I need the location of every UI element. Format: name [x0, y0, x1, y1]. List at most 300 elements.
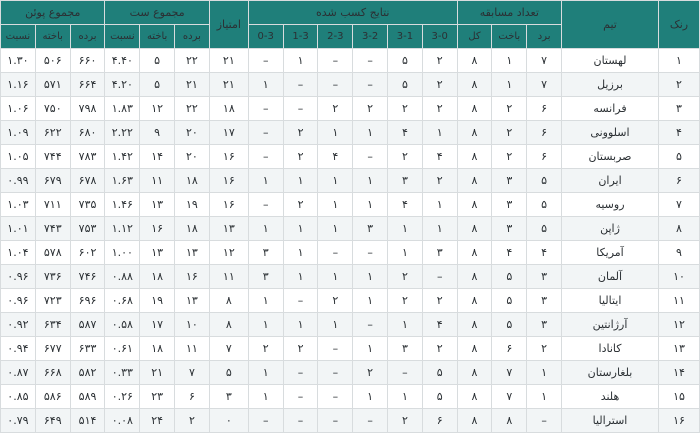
header-matches-win: برد	[527, 25, 562, 49]
cell-r03: ۱	[248, 217, 283, 241]
header-result-1-3: 1-3	[283, 25, 318, 49]
cell-m-loss: ۳	[492, 217, 527, 241]
cell-r30: ۴	[422, 145, 457, 169]
table-row[interactable]	[1, 385, 700, 409]
cell-r30: ۲	[422, 73, 457, 97]
cell-m-loss: ۱	[492, 73, 527, 97]
table-row[interactable]	[1, 409, 700, 433]
cell-r03: –	[248, 409, 283, 433]
cell-p-loss: ۵۸۶	[35, 385, 70, 409]
table-row[interactable]	[1, 361, 700, 385]
cell-r13: ۲	[283, 145, 318, 169]
cell-p-win: ۶۷۸	[70, 169, 105, 193]
cell-r30: ۲	[422, 337, 457, 361]
cell-s-win: ۱۳	[175, 241, 210, 265]
cell-r23: –	[318, 409, 353, 433]
header-result-3-1: 3-1	[388, 25, 423, 49]
cell-r23: ۱	[318, 193, 353, 217]
cell-team: روسیه	[562, 193, 659, 217]
cell-s-win: ۷	[175, 361, 210, 385]
cell-m-win: ۳	[527, 313, 562, 337]
cell-s-ratio: ۰.۵۸	[105, 313, 140, 337]
cell-team: ایتالیا	[562, 289, 659, 313]
cell-p-ratio: ۰.۷۹	[1, 409, 36, 433]
cell-r31: ۱	[388, 385, 423, 409]
cell-rank: ۲	[659, 73, 700, 97]
table-row[interactable]	[1, 289, 700, 313]
cell-r30: ۲	[422, 169, 457, 193]
cell-s-win: ۱۳	[175, 289, 210, 313]
cell-m-loss: ۵	[492, 313, 527, 337]
cell-m-loss: ۳	[492, 193, 527, 217]
cell-m-total: ۸	[457, 241, 492, 265]
cell-r32: –	[353, 145, 388, 169]
cell-points: ۷	[209, 337, 248, 361]
cell-team: ایران	[562, 169, 659, 193]
cell-points: ۳	[209, 385, 248, 409]
cell-rank: ۱	[659, 49, 700, 73]
cell-p-ratio: ۱.۳۰	[1, 49, 36, 73]
header-result-3-0: 3-0	[422, 25, 457, 49]
cell-team: آرژانتین	[562, 313, 659, 337]
cell-team: استرالیا	[562, 409, 659, 433]
cell-m-loss: ۳	[492, 169, 527, 193]
table-row[interactable]	[1, 337, 700, 361]
cell-m-loss: ۷	[492, 361, 527, 385]
table-row[interactable]	[1, 121, 700, 145]
cell-rank: ۷	[659, 193, 700, 217]
cell-r23: –	[318, 337, 353, 361]
cell-p-ratio: ۱.۰۵	[1, 145, 36, 169]
table-row[interactable]	[1, 265, 700, 289]
cell-p-win: ۷۴۶	[70, 265, 105, 289]
table-row[interactable]	[1, 217, 700, 241]
cell-r13: ۱	[283, 313, 318, 337]
cell-r30: ۳	[422, 241, 457, 265]
cell-m-win: ۵	[527, 193, 562, 217]
cell-p-win: ۶۶۴	[70, 73, 105, 97]
table-row[interactable]	[1, 169, 700, 193]
cell-p-ratio: ۰.۹۶	[1, 265, 36, 289]
cell-r31: ۳	[388, 169, 423, 193]
cell-p-win: ۷۹۸	[70, 97, 105, 121]
cell-p-ratio: ۰.۸۵	[1, 385, 36, 409]
cell-m-loss: ۵	[492, 265, 527, 289]
cell-team: کانادا	[562, 337, 659, 361]
cell-r32: ۲	[353, 97, 388, 121]
cell-s-ratio: ۰.۸۸	[105, 265, 140, 289]
cell-r23: –	[318, 385, 353, 409]
cell-p-win: ۶۹۶	[70, 289, 105, 313]
cell-p-win: ۶۰۲	[70, 241, 105, 265]
cell-p-ratio: ۱.۰۱	[1, 217, 36, 241]
cell-r23: ۱	[318, 121, 353, 145]
cell-r23: ۱	[318, 313, 353, 337]
cell-r31: ۵	[388, 73, 423, 97]
cell-s-loss: ۱۱	[140, 169, 175, 193]
cell-p-loss: ۶۷۷	[35, 337, 70, 361]
cell-r13: –	[283, 289, 318, 313]
cell-r32: –	[353, 313, 388, 337]
cell-points: ۱۶	[209, 145, 248, 169]
cell-m-loss: ۸	[492, 409, 527, 433]
header-pn: مجموع پوئن	[1, 1, 105, 25]
cell-p-ratio: ۱.۰۶	[1, 97, 36, 121]
cell-p-loss: ۷۴۳	[35, 217, 70, 241]
cell-s-ratio: ۰.۶۱	[105, 337, 140, 361]
cell-r31: ۲	[388, 289, 423, 313]
cell-s-loss: ۱۳	[140, 193, 175, 217]
cell-m-total: ۸	[457, 49, 492, 73]
cell-m-total: ۸	[457, 337, 492, 361]
cell-s-loss: ۱۴	[140, 145, 175, 169]
cell-m-loss: ۱	[492, 49, 527, 73]
cell-s-loss: ۲۴	[140, 409, 175, 433]
header-group-row	[1, 1, 700, 25]
cell-p-loss: ۶۷۹	[35, 169, 70, 193]
header-result-3-2: 3-2	[353, 25, 388, 49]
cell-s-loss: ۵	[140, 49, 175, 73]
cell-s-loss: ۱۹	[140, 289, 175, 313]
cell-s-win: ۱۱	[175, 337, 210, 361]
cell-r13: ۱	[283, 241, 318, 265]
cell-r30: ۶	[422, 409, 457, 433]
header-sets-ratio: نسبت	[105, 25, 140, 49]
cell-s-ratio: ۱.۸۳	[105, 97, 140, 121]
cell-p-ratio: ۱.۰۴	[1, 241, 36, 265]
cell-p-win: ۶۶۰	[70, 49, 105, 73]
cell-m-win: ۷	[527, 49, 562, 73]
cell-rank: ۹	[659, 241, 700, 265]
table-header	[1, 1, 700, 49]
cell-p-loss: ۶۴۹	[35, 409, 70, 433]
cell-p-ratio: ۰.۹۶	[1, 289, 36, 313]
cell-s-ratio: ۲.۲۲	[105, 121, 140, 145]
cell-s-ratio: ۱.۴۶	[105, 193, 140, 217]
cell-rank: ۱۶	[659, 409, 700, 433]
cell-r31: ۲	[388, 97, 423, 121]
cell-p-win: ۵۱۴	[70, 409, 105, 433]
cell-r31: ۳	[388, 337, 423, 361]
cell-p-win: ۵۸۹	[70, 385, 105, 409]
cell-p-loss: ۵۰۶	[35, 49, 70, 73]
cell-r23: –	[318, 49, 353, 73]
cell-s-win: ۲۲	[175, 49, 210, 73]
cell-r30: ۵	[422, 361, 457, 385]
cell-p-ratio: ۱.۱۶	[1, 73, 36, 97]
header-result-2-3: 2-3	[318, 25, 353, 49]
cell-r30: –	[422, 265, 457, 289]
cell-rank: ۶	[659, 169, 700, 193]
cell-m-loss: ۲	[492, 97, 527, 121]
cell-points: ۱۶	[209, 169, 248, 193]
cell-m-total: ۸	[457, 265, 492, 289]
cell-r32: ۱	[353, 337, 388, 361]
cell-s-ratio: ۰.۰۸	[105, 409, 140, 433]
cell-r23: –	[318, 361, 353, 385]
cell-points: ۱۶	[209, 193, 248, 217]
cell-s-ratio: ۰.۲۶	[105, 385, 140, 409]
cell-r32: ۱	[353, 193, 388, 217]
cell-r13: –	[283, 97, 318, 121]
header-matches-total: کل	[457, 25, 492, 49]
cell-p-loss: ۷۱۱	[35, 193, 70, 217]
cell-r30: ۲	[422, 49, 457, 73]
cell-r23: ۱	[318, 217, 353, 241]
cell-p-loss: ۶۲۲	[35, 121, 70, 145]
cell-points: ۲۱	[209, 73, 248, 97]
cell-r13: ۱	[283, 49, 318, 73]
cell-r31: ۲	[388, 409, 423, 433]
cell-s-loss: ۱۲	[140, 97, 175, 121]
cell-m-total: ۸	[457, 97, 492, 121]
cell-rank: ۱۱	[659, 289, 700, 313]
cell-r13: –	[283, 73, 318, 97]
cell-p-loss: ۶۳۴	[35, 313, 70, 337]
cell-p-win: ۷۸۳	[70, 145, 105, 169]
header-pn-loss: باخته	[35, 25, 70, 49]
cell-m-loss: ۷	[492, 385, 527, 409]
cell-m-win: ۶	[527, 97, 562, 121]
table-row[interactable]	[1, 49, 700, 73]
cell-m-win: –	[527, 409, 562, 433]
cell-s-win: ۲۰	[175, 121, 210, 145]
cell-rank: ۳	[659, 97, 700, 121]
cell-r23: ۱	[318, 169, 353, 193]
cell-p-ratio: ۰.۹۲	[1, 313, 36, 337]
cell-r03: ۱	[248, 361, 283, 385]
header-matches-loss: باخت	[492, 25, 527, 49]
cell-rank: ۱۲	[659, 313, 700, 337]
header-team: تیم	[562, 1, 659, 49]
cell-points: ۸	[209, 289, 248, 313]
cell-m-total: ۸	[457, 289, 492, 313]
cell-s-loss: ۱۷	[140, 313, 175, 337]
cell-m-win: ۴	[527, 241, 562, 265]
cell-m-win: ۶	[527, 121, 562, 145]
table-row[interactable]	[1, 73, 700, 97]
cell-team: فرانسه	[562, 97, 659, 121]
cell-r23: ۱	[318, 265, 353, 289]
cell-r30: ۲	[422, 289, 457, 313]
cell-rank: ۸	[659, 217, 700, 241]
cell-m-win: ۲	[527, 337, 562, 361]
cell-s-win: ۲۰	[175, 145, 210, 169]
cell-m-win: ۳	[527, 289, 562, 313]
cell-s-loss: ۲۱	[140, 361, 175, 385]
cell-s-loss: ۱۸	[140, 337, 175, 361]
cell-p-ratio: ۱.۰۹	[1, 121, 36, 145]
cell-s-win: ۲۲	[175, 97, 210, 121]
header-sets: مجموع ست	[105, 1, 209, 25]
cell-team: بلغارستان	[562, 361, 659, 385]
header-points: امتیاز	[209, 1, 248, 49]
cell-r03: –	[248, 97, 283, 121]
table-row[interactable]	[1, 193, 700, 217]
cell-r13: ۱	[283, 169, 318, 193]
cell-r03: –	[248, 121, 283, 145]
cell-r13: ۱	[283, 265, 318, 289]
cell-r03: ۳	[248, 265, 283, 289]
cell-r03: ۱	[248, 73, 283, 97]
cell-p-win: ۷۳۵	[70, 193, 105, 217]
cell-s-ratio: ۴.۴۰	[105, 49, 140, 73]
cell-r13: –	[283, 409, 318, 433]
cell-s-win: ۲	[175, 409, 210, 433]
cell-s-win: ۱۶	[175, 265, 210, 289]
cell-r13: ۲	[283, 121, 318, 145]
cell-m-loss: ۴	[492, 241, 527, 265]
cell-p-loss: ۵۷۸	[35, 241, 70, 265]
cell-r03: ۱	[248, 313, 283, 337]
header-sets-loss: باخته	[140, 25, 175, 49]
cell-m-win: ۵	[527, 169, 562, 193]
cell-r32: –	[353, 49, 388, 73]
cell-r30: ۱	[422, 217, 457, 241]
cell-team: هلند	[562, 385, 659, 409]
table-row[interactable]	[1, 145, 700, 169]
cell-m-total: ۸	[457, 385, 492, 409]
cell-rank: ۱۵	[659, 385, 700, 409]
table-row[interactable]	[1, 97, 700, 121]
cell-r30: ۱	[422, 193, 457, 217]
cell-r31: ۵	[388, 49, 423, 73]
cell-s-ratio: ۰.۳۳	[105, 361, 140, 385]
cell-team: آلمان	[562, 265, 659, 289]
header-result-0-3: 0-3	[248, 25, 283, 49]
cell-r23: –	[318, 241, 353, 265]
cell-r03: –	[248, 49, 283, 73]
cell-s-win: ۱۰	[175, 313, 210, 337]
cell-m-total: ۸	[457, 73, 492, 97]
header-sets-win: برده	[175, 25, 210, 49]
cell-r03: –	[248, 145, 283, 169]
table-row[interactable]	[1, 313, 700, 337]
cell-s-loss: ۱۳	[140, 241, 175, 265]
cell-p-win: ۷۵۳	[70, 217, 105, 241]
cell-r31: ۴	[388, 193, 423, 217]
cell-m-total: ۸	[457, 121, 492, 145]
cell-m-win: ۷	[527, 73, 562, 97]
cell-r32: –	[353, 73, 388, 97]
cell-m-total: ۸	[457, 145, 492, 169]
cell-r30: ۵	[422, 385, 457, 409]
cell-r23: ۲	[318, 289, 353, 313]
header-pn-win: برده	[70, 25, 105, 49]
cell-p-win: ۶۳۳	[70, 337, 105, 361]
cell-r32: –	[353, 409, 388, 433]
cell-p-win: ۵۸۲	[70, 361, 105, 385]
cell-p-loss: ۷۵۰	[35, 97, 70, 121]
cell-points: ۰	[209, 409, 248, 433]
cell-rank: ۱۳	[659, 337, 700, 361]
cell-s-loss: ۲۳	[140, 385, 175, 409]
table-row[interactable]	[1, 241, 700, 265]
cell-m-win: ۵	[527, 217, 562, 241]
cell-r03: ۱	[248, 169, 283, 193]
cell-r30: ۲	[422, 97, 457, 121]
cell-r32: ۱	[353, 289, 388, 313]
cell-p-ratio: ۰.۹۴	[1, 337, 36, 361]
cell-points: ۱۳	[209, 217, 248, 241]
cell-p-ratio: ۰.۹۹	[1, 169, 36, 193]
header-results: نتایج کسب شده	[248, 1, 457, 25]
cell-s-loss: ۱۶	[140, 217, 175, 241]
cell-team: لهستان	[562, 49, 659, 73]
cell-m-win: ۱	[527, 361, 562, 385]
cell-rank: ۴	[659, 121, 700, 145]
cell-points: ۱۱	[209, 265, 248, 289]
cell-team: اسلوونی	[562, 121, 659, 145]
cell-m-loss: ۲	[492, 145, 527, 169]
cell-r31: ۱	[388, 217, 423, 241]
cell-p-loss: ۷۴۴	[35, 145, 70, 169]
cell-r32: –	[353, 241, 388, 265]
cell-r03: ۳	[248, 241, 283, 265]
cell-r31: ۱	[388, 241, 423, 265]
cell-p-win: ۶۸۰	[70, 121, 105, 145]
cell-m-total: ۸	[457, 169, 492, 193]
cell-r03: ۱	[248, 289, 283, 313]
cell-r13: –	[283, 385, 318, 409]
cell-r13: ۱	[283, 217, 318, 241]
cell-r13: ۲	[283, 337, 318, 361]
cell-r31: ۲	[388, 145, 423, 169]
cell-s-ratio: ۱.۶۳	[105, 169, 140, 193]
cell-r31: ۱	[388, 313, 423, 337]
cell-r32: ۲	[353, 361, 388, 385]
cell-s-win: ۱۸	[175, 169, 210, 193]
cell-p-loss: ۶۶۸	[35, 361, 70, 385]
cell-m-loss: ۵	[492, 289, 527, 313]
cell-r32: ۱	[353, 169, 388, 193]
cell-r03: ۲	[248, 337, 283, 361]
cell-r03: –	[248, 193, 283, 217]
cell-points: ۱۸	[209, 97, 248, 121]
cell-s-ratio: ۰.۶۸	[105, 289, 140, 313]
cell-r13: –	[283, 361, 318, 385]
cell-r32: ۱	[353, 265, 388, 289]
cell-points: ۸	[209, 313, 248, 337]
cell-m-total: ۸	[457, 217, 492, 241]
cell-m-loss: ۲	[492, 121, 527, 145]
cell-s-win: ۲۱	[175, 73, 210, 97]
cell-m-win: ۱	[527, 385, 562, 409]
cell-s-win: ۶	[175, 385, 210, 409]
cell-points: ۲۱	[209, 49, 248, 73]
cell-m-total: ۸	[457, 313, 492, 337]
cell-m-total: ۸	[457, 193, 492, 217]
header-rank: رنک	[659, 1, 700, 49]
cell-m-win: ۳	[527, 265, 562, 289]
cell-r30: ۱	[422, 121, 457, 145]
cell-r23: ۲	[318, 97, 353, 121]
cell-team: ژاپن	[562, 217, 659, 241]
cell-s-win: ۱۸	[175, 217, 210, 241]
cell-r23: ۴	[318, 145, 353, 169]
cell-p-loss: ۷۳۶	[35, 265, 70, 289]
cell-s-ratio: ۱.۴۲	[105, 145, 140, 169]
cell-s-loss: ۵	[140, 73, 175, 97]
cell-m-total: ۸	[457, 409, 492, 433]
cell-r32: ۳	[353, 217, 388, 241]
cell-p-loss: ۷۲۳	[35, 289, 70, 313]
cell-r32: ۱	[353, 385, 388, 409]
cell-r31: ۴	[388, 121, 423, 145]
cell-m-win: ۶	[527, 145, 562, 169]
cell-r03: ۱	[248, 385, 283, 409]
cell-r23: –	[318, 73, 353, 97]
